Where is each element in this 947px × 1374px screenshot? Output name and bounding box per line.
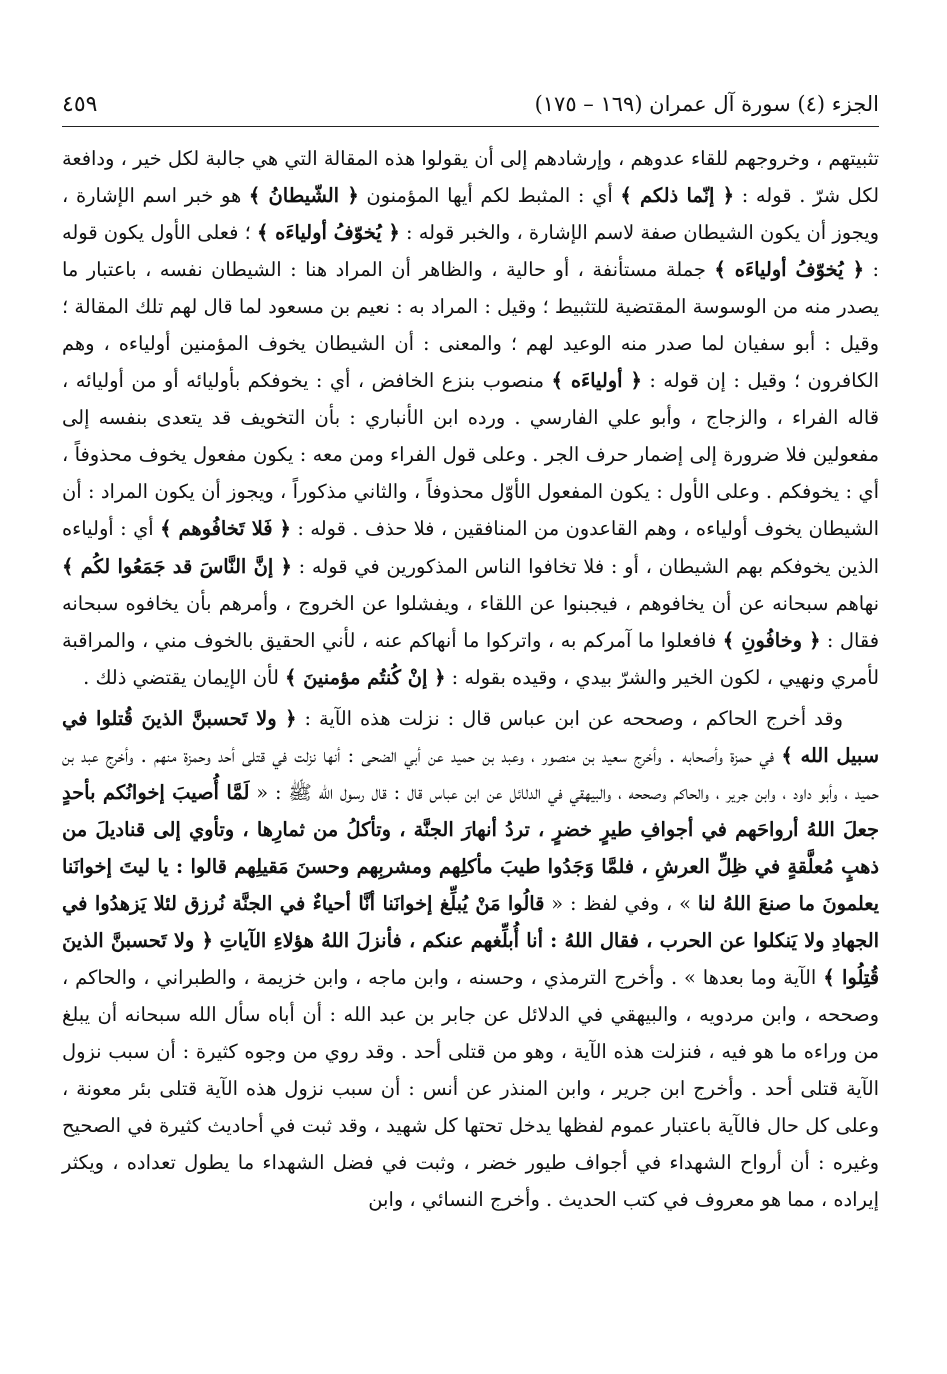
body-text: ؛ فعلى الأول يكون قوله : [62, 221, 879, 282]
quran-quote: ﴿ ولا تَحسبنَّ الذينَ قُتِلُوا ﴾ [62, 928, 879, 990]
hadith-text: لَمَّا أُصيبَ إخوانُكم بأحدٍ جعلَ اللهُ أرواحَهم في أجوافِ طيرٍ خضرٍ ، تردُ أنهارَ الجنَّة ، وتأكلُ من ثمارِها ، وتأوي إلى قناديلَ من ذهبٍ مُعلَّقةٍ في ظِلِّ العرشِ ، فلمَّا وَجَدُوا طيبَ مأكلِهم ومشربِهم وحسنَ مَقيلِهم قالوا : يا ليتَ إخوانَنا يعلمونَ ما صنعَ اللهُ لنا [62, 780, 879, 915]
quran-quote: ﴿ أولياءَه ﴾ [551, 369, 642, 393]
body-text: منصوب بنزع الخافض ، أي : يخوفكم بأوليائه أو من أوليائه ، قاله الفراء ، والزجاج ، وأبو علي الفارسي . ورده ابن الأنباري : بأن التخويف قد يتعدى بنفسه إلى مفعولين فلا ضرورة إلى إضمار حرف الجر . وعلى قول الفراء ومن معه : يكون مفعول يخوف محذوفاً ، أي : يخوفكم . وعلى الأول : يكون المفعول الأوّل محذوفاً ، والثاني مذكوراً ، ويجوز أن يكون المراد : أن الشيطان يخوف أولياءه ، وهم القاعدون من المنافقين ، فلا حذف . قوله : [62, 369, 879, 541]
body-text: في حمزة وأصحابه . وأخرج سعيد بن منصور ، وعبد بن حميد عن أبي الضحى : أنها نزلت في قتلى أحد وحمزة منهم . وأخرج عبد بن حميد ، وأبو داود ، وابن جرير ، والحاكم وصححه ، والبيهقي في الدلائل عن ابن عباس قال : قال رسول الله ﷺ : « [62, 743, 879, 804]
hadith-text: قالُوا مَنْ يُبلِّغ إخوانَنا أنَّا أحياءٌ في الجنَّة نُرزق لئلا يَزهدُوا في الجهادِ ولا يَنكلوا عن الحرب ، فقال اللهُ : أنا أُبلِّغهم عنكم ، فأنزلَ اللهُ هؤلاءِ الآياتِ [62, 891, 879, 952]
body-text: وقد أخرج الحاكم ، وصححه عن ابن عباس قال : نزلت هذه الآية : [296, 706, 843, 730]
body-text: فافعلوا ما آمركم به ، واتركوا ما أنهاكم عنه ، لأني الحقيق بالخوف مني ، والمراقبة لأمري ونهيي ، لكون الخير والشرّ بيدي ، وقيده بقوله : [62, 628, 879, 689]
body-text: تثبيتهم ، وخروجهم للقاء عدوهم ، وإرشادهم إلى أن يقولوا هذه المقالة التي هي جالبة لكل خير ، ودافعة لكل شرّ . قوله : [62, 147, 879, 208]
body-text: جملة مستأنفة ، أو حالية ، والظاهر أن المراد هنا : الشيطان نفسه ، باعتبار ما يصدر منه من الوسوسة المقتضية للتثبيط ؛ وقيل : المراد به : نعيم بن مسعود لما قال لهم تلك المقالة ؛ وقيل : أبو سفيان لما صدر منه الوعيد لهم ؛ والمعنى : أن الشيطان يخوف المؤمنين أولياءه ، وهم الكافرون ؛ وقيل : إن قوله : [62, 258, 880, 393]
quran-quote: ﴿ وخافُونِ ﴾ [722, 628, 821, 652]
quran-quote: ﴿ يُخوّفُ أولياءَه ﴾ [256, 221, 400, 245]
body-text: الآية وما بعدها » . وأخرج الترمذي ، وحسنه ، وابن ماجه ، وابن خزيمة ، والطبراني ، والحاكم ، وصححه ، وابن مردويه ، والبيهقي في الدلائل عن جابر بن عبد الله : أن أباه سأل الله سبحانه أن يبلغ من وراءه ما هو فيه ، فنزلت هذه الآية ، وهو من قتلى أحد . وقد روي من وجوه كثيرة : أن سبب نزول الآية قتلى أحد . وأخرج ابن جرير ، وابن المنذر عن أنس : أن سبب نزول هذه الآية قتلى بئر معونة ، وعلى كل حال فالآية باعتبار عموم لفظها يدخل تحتها كل شهيد ، وقد ثبت في أحاديث كثيرة في الصحيح وغيره : أن أرواح الشهداء في أجواف طيور خضر ، وثبت في فضل الشهداء ما يطول تعداده ، ويكثر إيراده ، مما هو معروف في كتب الحديث . وأخرج النسائي ، وابن [62, 966, 879, 1212]
paragraph-narrations [62, 700, 879, 1219]
quran-quote: ﴿ الشّيطانُ ﴾ [248, 184, 359, 208]
body-text: » ، وفي لفظ : « [544, 891, 698, 915]
body-text: أي : أولياءه الذين يخوفكم بهم الشيطان ، أو : فلا تخافوا الناس المذكورين في قوله : [62, 517, 879, 578]
body-text: لأن الإيمان يقتضي ذلك . [83, 665, 286, 689]
running-title: الجزء (٤) سورة آل عمران (١٦٩ – ١٧٥) [534, 92, 879, 116]
paragraph-commentary [62, 140, 879, 696]
page-body [62, 140, 879, 1218]
page-number: ٤٥٩ [62, 92, 98, 117]
quran-quote: ﴿ يُخوّفُ أولياءَه ﴾ [714, 258, 864, 282]
body-text: نهاهم سبحانه عن أن يخافوهم ، فيجبنوا عن اللقاء ، ويفشلوا عن الخروج ، وأمرهم بأن يخافوه سبحانه فقال : [62, 591, 879, 652]
page-header [62, 86, 879, 127]
quran-quote: ﴿ إنْ كُنتُم مؤمنينَ ﴾ [285, 665, 446, 689]
quran-quote: ﴿ إنّما ذلكم ﴾ [620, 184, 734, 208]
quran-quote: ﴿ ولا تَحسبنَّ الذينَ قُتلوا في سبيل الله ﴾ [62, 706, 880, 767]
quran-quote: ﴿ فَلا تَخافُوهم ﴾ [160, 517, 291, 541]
body-text: أي : المثبط لكم أيها المؤمنون [358, 184, 621, 208]
body-text: هو خبر اسم الإشارة ، ويجوز أن يكون الشيطان صفة لاسم الإشارة ، والخبر قوله : [62, 184, 880, 245]
quran-quote: ﴿ إنَّ النَّاسَ قد جَمَعُوا لكُم ﴾ [62, 554, 292, 578]
